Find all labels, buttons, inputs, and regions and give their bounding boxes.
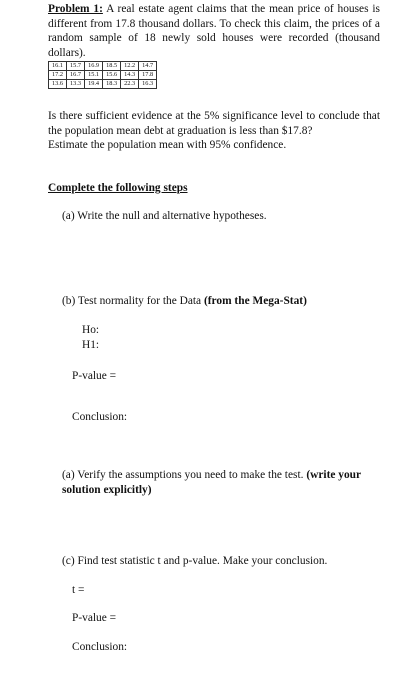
part-a-hypotheses: (a) Write the null and alternative hypotheses. [62,210,267,222]
table-cell: 19.4 [85,80,103,89]
table-cell: 16.3 [139,80,157,89]
table-row [49,80,157,89]
table-cell: 16.9 [85,62,103,71]
t-label: t = [72,584,85,596]
table-cell: 18.5 [103,62,121,71]
table-cell: 18.3 [103,80,121,89]
part-c-test-statistic: (c) Find test statistic t and p-value. Make your conclusion. [62,555,328,567]
table-cell: 16.1 [49,62,67,71]
part-b-pvalue-label: P-value = [72,370,117,382]
table-cell: 16.7 [67,71,85,80]
problem-text: A real estate agent claims that the mean price of houses is different from 17.8 thousand dollars. To check this claim, the prices of a random sample of 18 newly sold houses were recorded (thousand dollars). [48,3,380,59]
question-line-1: Is there sufficient evidence at the 5% significance level to conclude that the population mean debt at graduation is less than $17.8? [48,110,380,137]
h1-label: H1: [82,339,100,351]
steps-heading: Complete the following steps [48,182,188,194]
table-cell: 17.2 [49,71,67,80]
part-b-bold: (from the Mega-Stat) [203,295,307,307]
table-cell: 13.3 [67,80,85,89]
part-a-assumptions [62,468,377,497]
part-b-normality [62,294,382,309]
table-row [49,62,157,71]
table-cell: 14.3 [121,71,139,80]
table-cell: 22.3 [121,80,139,89]
table-cell: 17.8 [139,71,157,80]
part-c-pvalue-label: P-value = [72,612,117,624]
ho-label: Ho: [82,324,100,336]
part-a2-text: (a) Verify the assumptions you need to make the test. [62,469,307,481]
question-text [48,109,380,153]
table-cell: 14.7 [139,62,157,71]
table-row [49,71,157,80]
price-data-table [48,61,157,89]
table-cell: 13.6 [49,80,67,89]
problem-statement [48,2,380,60]
table-cell: 15.7 [67,62,85,71]
question-line-2: Estimate the population mean with 95% confidence. [48,139,287,152]
table-cell: 12.2 [121,62,139,71]
part-a2-bold: (write your solution explicitly) [62,469,361,496]
problem-heading: Problem 1: [48,3,103,15]
part-b-text: (b) Test normality for the Data [62,295,204,307]
part-b-conclusion-label: Conclusion: [72,411,128,423]
table-cell: 15.1 [85,71,103,80]
part-c-conclusion-label: Conclusion: [72,641,128,653]
table-cell: 15.6 [103,71,121,80]
